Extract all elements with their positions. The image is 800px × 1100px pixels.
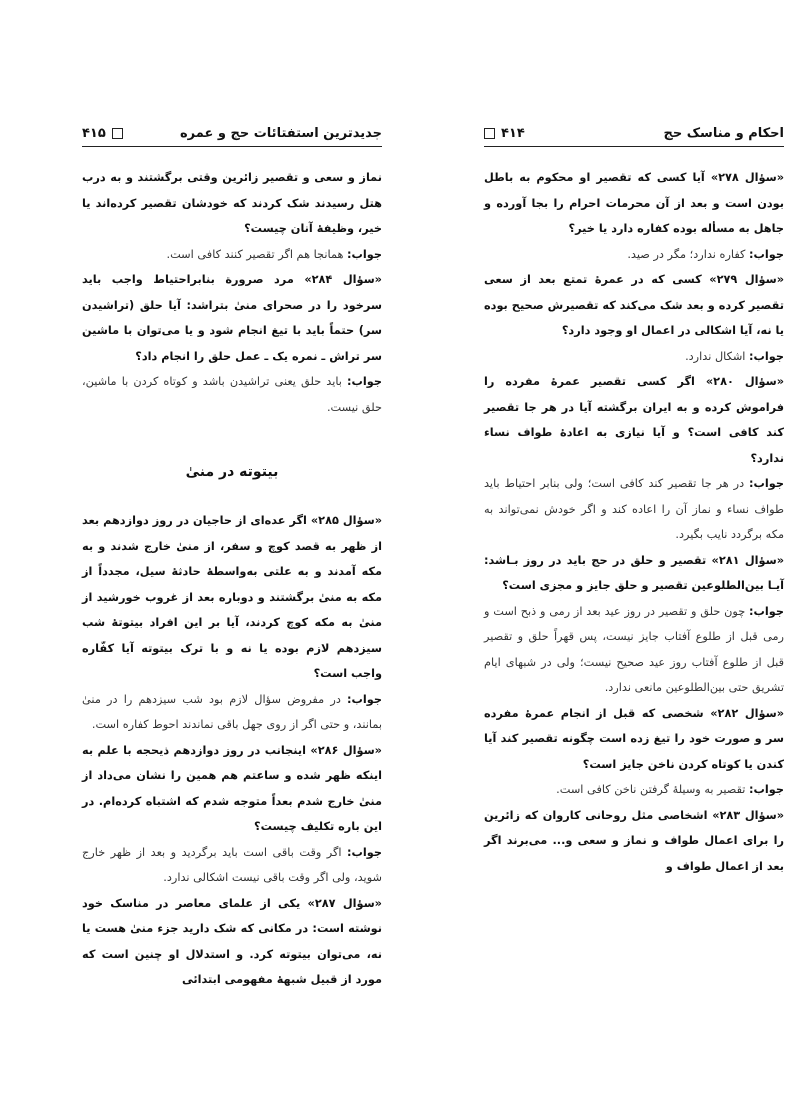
section-heading: بیتوته در منیٰ: [185, 464, 279, 480]
running-title: جدیدترین استفتائات حج و عمره: [179, 126, 382, 141]
answer-text: در مفروض سؤال لازم بود شب سیزدهم را در منیٰ بمانند، و حتی اگر از روی جهل باقی نماندند احوط کفاره است.: [82, 692, 382, 731]
question-paragraph: «سؤال ۲۸۷» یکی از علمای معاصر در مناسک خود نوشته است: در مکانی که شک دارید جزء منیٰ هست یا نه، می‌توان بیتوته کرد. و استدلال او چنین است که مورد از قبیل شبههٔ مفهومی ابتدائی: [82, 896, 382, 986]
question-paragraph: «سؤال ۲۸۱» تقصیر و حلق در حج باید در روز بـاشد: آیـا بین‌الطلوعین تقصیر و حلق جایز و مجزی است؟: [484, 553, 784, 592]
answer-paragraph: [484, 599, 784, 701]
answer-paragraph: [82, 840, 382, 891]
page-number: ۴۱۵: [82, 126, 106, 141]
answer-paragraph: [82, 369, 382, 420]
answer-label: جواب:: [749, 783, 784, 796]
page-content: [82, 165, 382, 993]
question-paragraph: «سؤال ۲۷۸» آیا کسی که تقصیر او محکوم به باطل بودن است و بعد از آن محرمات احرام را بجا آورده و جاهل به مسأله بوده کفاره دارد یا خیر؟: [484, 171, 784, 235]
page-content: [484, 165, 784, 879]
left-page: [82, 120, 382, 993]
answer-paragraph: [82, 687, 382, 738]
answer-text: تقصیر به وسیلهٔ گرفتن ناخن کافی است.: [556, 783, 750, 796]
right-page: [484, 120, 784, 879]
answer-label: جواب:: [749, 604, 784, 618]
question-paragraph: «سؤال ۲۸۰» اگر کسی تقصیر عمرهٔ مفرده را فراموش کرده و به ایران برگشته آیا در هر جا تقصیر کند کافی است؟ و آیا نیازی به اعادهٔ طواف نساء ندارد؟: [484, 375, 784, 465]
question-paragraph: «سؤال ۲۸۵» اگر عده‌ای از حاجیان در روز دوازدهم بعد از ظهر به قصد کوچ و سفر، از منیٰ خارج شدند و به مکه آمدند و به علتی به‌واسطهٔ حادثهٔ سیل، مجدداً از مکه به منیٰ برگشتند و دوباره بعد از غروب خورشید از منیٰ به مکه کوچ کردند، آیا بر این افراد بیتوتهٔ شب سیزدهم لازم بوده یا نه و با ترک بیتوته آیا کفّاره واجب است؟: [82, 514, 382, 680]
page-number-group: [82, 126, 123, 141]
answer-text: کفاره ندارد؛ مگر در صید.: [627, 247, 750, 261]
answer-text: چون حلق و تقصیر در روز عید بعد از رمی و ذبح است و رمی قبل از طلوع آفتاب جایز نیست، پس قهراً حلق و تقصیر قبل از طلوع آفتاب روز عید صحیح نیست؛ ولی در شبهای ایام تشریق حتی بین‌الطلوعین مانعی ندارد.: [484, 604, 784, 694]
answer-label: جواب:: [347, 247, 382, 261]
answer-text: باید حلق یعنی تراشیدن باشد و کوتاه کردن با ماشین، حلق نیست.: [82, 375, 382, 414]
answer-label: جواب:: [749, 247, 784, 261]
page-number-group: [484, 126, 525, 141]
question-paragraph: نماز و سعی و تقصیر زائرین وقتی برگشتند و به درب هتل رسیدند شک کردند که خودشان تقصیر کرده‌اند یا خیر، وظیفهٔ آنان چیست؟: [82, 171, 382, 235]
square-bullet-icon: [484, 128, 495, 139]
answer-label: جواب:: [749, 477, 784, 490]
running-title: احکام و مناسک حج: [663, 126, 784, 141]
answer-paragraph: [484, 471, 784, 548]
answer-paragraph: [484, 242, 784, 268]
question-paragraph: «سؤال ۲۸۴» مرد صرورة بنابراحتیاط واجب باید سرخود را در صحرای منیٰ بتراشد: آیا حلق (تراشیدن سر) حتماً باید با تیغ انجام شود و یا می‌توان با ماشین سر تراش ـ نمره یک ـ عمل حلق را انجام داد؟: [82, 273, 382, 363]
answer-text: اشکال ندارد.: [685, 349, 750, 363]
page-header: [484, 120, 784, 147]
answer-paragraph: [484, 344, 784, 370]
question-paragraph: «سؤال ۲۷۹» کسی که در عمرهٔ تمتع بعد از سعی تقصیر کرده و بعد شک می‌کند که تقصیرش صحیح بوده یا نه، آیا اشکالی در اعمال او وجود دارد؟: [484, 273, 784, 337]
answer-text: همانجا هم اگر تقصیر کنند کافی است.: [166, 247, 348, 261]
answer-label: جواب:: [749, 349, 784, 363]
question-paragraph: «سؤال ۲۸۲» شخصی که قبل از انجام عمرهٔ مفرده سر و صورت خود را تیغ زده است چگونه تقصیر کند آیا کندن یا کوتاه کردن ناخن جایز است؟: [484, 706, 784, 771]
answer-label: جواب:: [347, 375, 382, 388]
page-header: [82, 120, 382, 147]
square-bullet-icon: [112, 128, 123, 139]
answer-paragraph: [484, 777, 784, 803]
answer-paragraph: [82, 242, 382, 268]
question-paragraph: «سؤال ۲۸۳» اشخاصی مثل روحانی کاروان که زائرین را برای اعمال طواف و نماز و سعی و... می‌برند اگر بعد از اعمال طواف و: [484, 808, 784, 873]
answer-label: جواب:: [347, 692, 382, 706]
question-paragraph: «سؤال ۲۸۶» اینجانب در روز دوازدهم ذیحجه با علم به اینکه ظهر شده و ساعتم هم همین را نشان می‌داد از منیٰ خارج شدم بعداً متوجه شدم که اشتباه کرده‌ام. در این باره تکلیف چیست؟: [82, 743, 382, 833]
answer-text: اگر وقت باقی است باید برگردید و بعد از ظهر خارج شوید، ولی اگر وقت باقی نیست اشکالی ندارد.: [82, 845, 382, 884]
answer-label: جواب:: [347, 845, 382, 859]
answer-text: در هر جا تقصیر کند کافی است؛ ولی بنابر احتیاط باید طواف نساء و نماز آن را اعاده کند و اگر خودش نمی‌تواند به مکه برگردد نایب بگیرد.: [484, 477, 784, 541]
page-number: ۴۱۴: [501, 126, 525, 141]
